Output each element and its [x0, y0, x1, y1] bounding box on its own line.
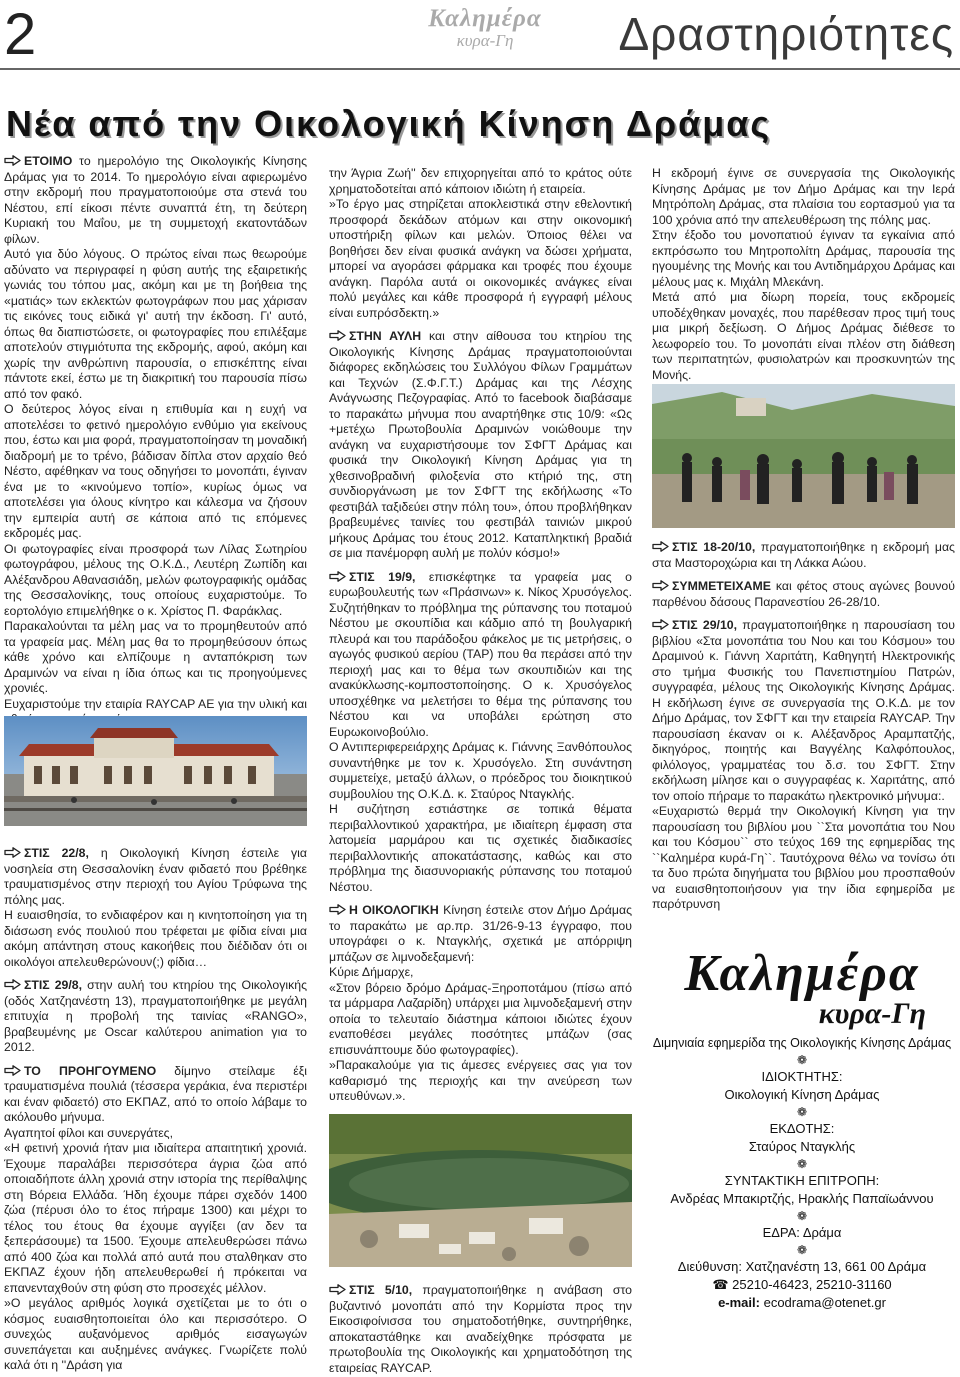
- phone-icon: ☎: [712, 1277, 733, 1292]
- page-number: 2: [4, 2, 37, 67]
- flower-bullet-icon: ❁: [796, 1243, 808, 1257]
- publisher-name: Σταύρος Νταγκλής: [748, 1139, 856, 1154]
- column-2: [329, 166, 632, 1105]
- article-mep-visit: [329, 570, 632, 741]
- header-logo-line2: κυρα-Γη: [456, 31, 514, 50]
- email-row: [652, 1294, 952, 1312]
- paragraph: πραγματοποιήθηκε η εκδρομή μας στα Μαστοροχώρια και τη Λάκκα Αώου.: [652, 540, 955, 570]
- lead-text: ΣΤΙΣ 18-20/10,: [672, 540, 756, 554]
- column-1-lower: [4, 846, 307, 1374]
- page-title: Νέα από την Οικολογική Κίνηση Δράμας: [6, 103, 772, 144]
- arrow-icon: [329, 904, 346, 915]
- flower-bullet-icon: ❁: [796, 1105, 808, 1119]
- monastery-group-photo: [652, 384, 955, 528]
- lead-text: ΣΤΙΣ 29/8,: [24, 978, 83, 992]
- paragraph: δίμηνο στείλαμε έξι τραυματισμένα πουλιά (τέσσερα γεράκια, ένα περιστέρι και έναν φιδαετό) στο ΕΚΠΑΖ, από το οποίο λάβαμε το ακόλουθο μήνυμα.: [4, 1063, 307, 1124]
- arrow-icon: [4, 155, 21, 166]
- arrow-icon: [4, 1065, 21, 1076]
- lead-text: ΣΤΙΣ 19/9,: [349, 569, 416, 584]
- section-title: Δραστηριότητες: [618, 8, 954, 60]
- lake-rubble-photo: [329, 1114, 632, 1267]
- editorial-label: ΣΥΝΤΑΚΤΙΚΗ ΕΠΙΤΡΟΠΗ:: [724, 1173, 880, 1188]
- masthead-subtitle: Διμηνιαία εφημερίδα της Οικολογικής Κίνησης Δράμας: [652, 1036, 952, 1050]
- paragraph: την Άγρια Ζωή'' δεν επιχορηγείται από το κράτος ούτε χρηματοδοτείται από κάποιον ιδιώτη ή εταιρεία.: [329, 166, 632, 196]
- arrow-icon: [329, 1284, 346, 1295]
- masthead: [652, 946, 952, 1366]
- article-book: [652, 618, 955, 804]
- paragraph: Κύριε Δήμαρχε,: [329, 965, 414, 979]
- paragraph: «Η φετινή χρονιά ήταν μια ιδιαίτερα απαιτητική χρονιά. Έχουμε παραλάβει περισσότερα άγρια ζώα από οποιαδήποτε άλλη χρονιά στην ιστορία της περίθαλψης στη Βόρεια Ελλάδα. Ήδη έχουμε πάρει σχεδόν 1400 ζώα (πέρυσι όλο το έτος πήραμε 1300) και μέχρι το τέλος του έτους θα έχουμε αγγίξει (αν δεν τα ξεπεράσουμε) τα 1500. Έχουμε απελευθερώσει πάνω από 400 ζώα και πολλά από αυτά που σταλθηκαν στο ΕΚΠΑΖ έχουν ήδη απελευθερωθεί ή πρόκειται να επανενταχθούν στη φύση στο προσεχές μέλλον.: [4, 1141, 307, 1295]
- train-station-photo: [4, 716, 307, 826]
- paragraph: πραγματοποιήθηκε η ανάβαση στο βυζαντινό μονοπάτι από την Κορμίστα προς την Εικοσιφοίνισσα του σηματοδοτήθηκε, συντηρήθηκε, αποκαταστάθηκε και αναδείχθηκε πρόσφατα με πρωτοβουλία της Οικολογικής και χρηματοδότηση της εταιρείας RAYCAP.: [329, 1283, 633, 1375]
- paragraph: Μετά από μια δίωρη πορεία, τους εκδρομείς υποδέχθηκαν μοναχές, που παρέθεσαν προς τιμή τους μια μικρή δεξίωση. Ο Δήμος Δράμας διέθεσε το λεωφορείο του. Το μονοπάτι είναι πλέον στη διάθεση των περιπατητών, φυσιολατρών και προσκυνητών της Μονής.: [652, 290, 955, 382]
- paragraph: Η συζήτηση εστιάστηκε σε τοπικά θέματα περιβαλλοντικού χαρακτήρα, με ιδιαίτερη έμφαση στα λατομεία μαρμάρου και τις σχετικές διαδικασίες περιβαλλοντικής αποκατάστασης, καθώς και στο πρόβλημα της διασυνοριακής ρύπανσης του ποταμού Νέστου.: [329, 802, 632, 894]
- masthead-logo-line1: Καλημέρα: [684, 945, 920, 1002]
- column-1: [4, 154, 307, 728]
- seat: ΕΔΡΑ: Δράμα: [762, 1225, 842, 1240]
- column-2-lower: [329, 1283, 632, 1376]
- masthead-logo-line2: κυρα-Γη: [818, 997, 926, 1030]
- paragraph: Κίνηση έστειλε στον Δήμο Δράμας το παρακάτω με αρ.πρ. 31/26-9-13 έγγραφο, που υπογράφει ο κ. Νταγκλής, σχετικά με απόρριψη μπάζων σε λιμνοδεξαμενή:: [329, 903, 632, 964]
- paragraph: πραγματοποιήθηκε η παρουσίαση του βιβλίου «Στα μονοπάτια του Νου και του Κόσμου» του Δραμινού κ. Γιάννη Χαριτάτη, Καθηγητή Ηλεκτρονικής στο τμήμα Φυσικής του Πανεπιστημίου Πατρών, συγγραφέα, μέλους της Οικολογικής Κίνησης Δράμας. Η εκδήλωση έγινε σε συνεργασία της Ο.Κ.Δ. με τον Δήμο Δράμας, τον ΣΦΓΤ και την εταιρεία RAYCAP. Την παρουσίαση έκαναν οι κ. Αλέξανδρος Αραμπατζής, δικηγόρος, ποιητής και Βαγγέλης Καλφόπουλος, φιλόλογος, γραμματέας του δ.σ. του ΣΦΓΤ. Στην εκδήλωση μίλησε και ο συγγραφέας κ. Χαριτάτης, από τον οποίο πήραμε το παρακάτω ηλεκτρονικό μήνυμα:.: [652, 618, 955, 803]
- lead-text: ΣΤΙΣ 22/8,: [24, 846, 89, 860]
- paragraph: Παρακαλούνται τα μέλη μας να το προμηθευτούν από τα γραφεία μας. Μέλη μας θα το προμηθεύσουν όπως κάθε χρόνο και ελπίζουμε η ανταπόκριση των Δραμινών να είναι η ίδια όπως και τις προηγούμενες χρονιές.: [4, 619, 307, 695]
- article-courtyard: [329, 329, 632, 562]
- flower-bullet-icon: ❁: [796, 1209, 808, 1223]
- paragraph: Ευχαριστούμε την εταιρία RAYCAP AE για την υλική και: [4, 696, 307, 711]
- header-logo-line1: Καλημέρα: [428, 5, 542, 32]
- paragraph: «Στον βόρειο δρόμο Δράμας-Ξηροποτάμου (πίσω από τα μάρμαρα Λαζαρίδη) υπάρχει μια λιμνοδεξαμενή στην οποία το τελευταίο διάστημα κάποιοι ιδιώτες έχουν εναποθέσει μεγάλες ποσότητες μπάζων (σας επισυνάπτουμε δύο φωτογραφίες).: [329, 980, 632, 1057]
- editorial-members: Ανδρέας Μπακιρτζής, Ηρακλής Παπαϊωάννου: [670, 1191, 934, 1206]
- header-logo: [405, 6, 565, 56]
- article-rubble: [329, 903, 632, 965]
- lead-text: ΣΤΙΣ 29/10,: [672, 618, 738, 632]
- paragraph: επισκέφτηκε τα γραφεία μας ο ευρωβουλευτής των «Πράσινων» κ. Νίκος Χρυσόγελος. Συζητήθηκαν το πρόβλημα της ρύπανσης του ποταμού Νέστου με σκουπίδια και κάδμιο από τη βουλγαρική πλευρά και του παράδοξου φάκελος με τις μετρήσεις, ο αγωγός φυσικού αερίου (TAP) που θα περάσει από την περιοχή μας και το θέμα των σκουπιδιών και της ανακύκλωσης-κομποστοποίησης. Ο κ. Χρυσόγελος υποσχέθηκε να μελετήσει το θέμα της ρύπανσης του Νέστου και να υποβάλει ερώτηση στο Ευρωκοινοβούλιο.: [329, 569, 633, 739]
- phones: 25210-46423, 25210-31160: [732, 1277, 892, 1292]
- paragraph: Στην έξοδο του μονοπατιού έγιναν τα εγκαίνια από εκπρόσωπο του Μητροπολίτη Δράμας, παρουσία της ηγουμένης της Μονής και του Αντιδημάρχου Δράμας και μέλους μας κ. Μιχάλη Μλεκάνη.: [652, 228, 955, 289]
- lead-text: ΕΤΟΙΜΟ: [24, 154, 73, 168]
- publisher-label: ΕΚΔΟΤΗΣ:: [769, 1121, 835, 1136]
- flower-bullet-icon: ❁: [796, 1157, 808, 1171]
- paragraph: Αγαπητοί φίλοι και συνεργάτες,: [4, 1125, 174, 1140]
- paragraph: Η εκδρομή έγινε σε συνεργασία της Οικολογικής Κίνησης Δράμας με τον Δήμο Δράμας και την Ιερά Μητρόπολη Δράμας, στα πλαίσια του εορτασμού για τα 100 χρόνια από την απελευθέρωση της πόλης μας.: [652, 166, 955, 227]
- paragraph: το ημερολόγιο της Οικολογικής Κίνησης Δράμας για το 2014. Το ημερολόγιο είναι αφιερωμένο στην εκδρομή που πραγματοποιούμε στα στενά του Νέστου, επί είκοσι πέντε συναπτά έτη, τη δεύτερη Κυριακή του Μαΐου, με τη συμμετοχή εκατοντάδων φίλων.: [4, 154, 307, 246]
- paragraph: «Ευχαριστώ θερμά την Οικολογική Κίνηση για την παρουσίαση του βιβλίου μου ``Στα μονοπάτια του Νου και του Κόσμου`` στο τεύχος 169 της εφημερίδας της ``Καλημέρα κυρά-Γη``. Ταυτόχρονα θέλω να τονίσω ότι τα δυο πρώτα διηγήματα του βιβλίου μου προσπαθούν να ευαισθητοποιήσουν για την ίδια εφημερίδα με παρότρυνση: [652, 804, 955, 911]
- article-trail: [329, 1283, 632, 1376]
- article-race: [652, 579, 955, 610]
- paragraph: Ο Αντιπεριφερειάρχης Δράμας κ. Γιάννης Ξανθόπουλος συναντήθηκε με τον κ. Χρυσόγελο. Στη συνάντηση συμμετείχε, μεταξύ άλλων, ο πρόεδρος του διοικητικού συμβουλίου της Ο.Κ.Δ. κ. Σταύρος Νταγκλής.: [329, 740, 632, 801]
- masthead-logo: [652, 945, 952, 1030]
- column-3-lower: [652, 540, 955, 913]
- article-excursion: [652, 540, 955, 571]
- paragraph: »Το έργο μας στηρίζεται αποκλειστικά στην εθελοντική προσφορά δεκάδων ατόμων και στην οικονομική υποστήριξη φίλων και μελών. Όποιος θέλει να βοηθήσει δεν είναι φυσικά ανάγκη να δώσει χρήματα, μπορεί να αγοράσει φάρμακα και τροφές που έχουμε ανάγκη. Παρόλα αυτά οι οικονομικές ανάγκες είναι πολύ μεγάλες και κάθε προσφορά ή εγγραφή μέλους είναι ευπρόσδεκτη.»: [329, 197, 632, 320]
- arrow-icon: [652, 580, 669, 591]
- paragraph: και φέτος στους αγώνες βουνού παρθένου δάσους Παρανεστίου 26-28/10.: [652, 579, 955, 609]
- article-rango: [4, 978, 307, 1056]
- paragraph: Η ευαισθησία, το ενδιαφέρον και η κινητοποίηση για τη διάσωση ενός πουλιού που τρέφεται με φίδια είναι μια ακόμη απάντηση στους κακοήθεις που διέδιδαν ότι οι οικολόγοι απελευθερώνουν(;) φίδια…: [4, 908, 307, 969]
- lead-text: ΣΤΙΣ 5/10,: [349, 1283, 413, 1297]
- arrow-icon: [329, 330, 346, 341]
- arrow-icon: [4, 847, 21, 858]
- lead-text: ΣΥΜΜΕΤΕΙΧΑΜΕ: [672, 579, 771, 593]
- article-eagle: [4, 846, 307, 908]
- column-3: [652, 166, 955, 383]
- header-divider: [0, 68, 960, 70]
- lead-text: ΣΤΗΝ ΑΥΛΗ: [349, 329, 422, 343]
- paragraph: Ο δεύτερος λόγος είναι η επιθυμία και η ευχή να αποτελέσει το φετινό ημερολόγιο ενθύμιο για εκείνους που, έστω και μια φορά, πραγματοποίησαν τη μοναδική διαδρομή με το τρένο, βάδισαν δίπλα στον αρχαίο θεό Νέστο, αφέθηκαν να τους οδηγήσει το μονοπάτι, έγιναν ένα με το «κινούμενο τοπίο», κυρίως όμως να αποτελέσει για όλους κίνητρο και κάλεσμα να ζήσουν την εμπειρία αυτή σε κάποια από τις επόμενες εκδρομές μας.: [4, 402, 307, 540]
- paragraph: »Παρακαλούμε για τις άμεσες ενέργειες σας για τον καθαρισμό της περιοχής και την ανεύρεση των υπευθύνων.».: [329, 1058, 632, 1103]
- owner-name: Οικολογική Κίνηση Δράμας: [724, 1087, 880, 1102]
- owner-label: ΙΔΙΟΚΤΗΤΗΣ:: [761, 1069, 843, 1084]
- paragraph: Οι φωτογραφίες είναι προσφορά των Λίλας Σωτηρίου φωτογράφου, μέλους της Ο.Κ.Δ., Λευτέρη Ζωπίδη και Αλέξανδρου Αθανασιάδη, μελών φωτογραφικής ομάδας της Θεσσαλονίκης, τους οποίους ευχαριστούμε. Το εορτολόγιο επιμελήθηκε ο κ. Χρίστος Π. Φαράκλας.: [4, 541, 307, 618]
- arrow-icon: [652, 541, 669, 552]
- arrow-icon: [4, 979, 21, 990]
- phones-row: [652, 1276, 952, 1294]
- paragraph: »Ο μεγάλος αριθμός λογικά σχετίζεται με το ότι ο κόσμος ευαισθητοποιείται όλο και περισσότερο. Ο συνεχώς αυξανόμενος αριθμός εισαγωγών συνεπάγεται και αυξημένες ανάγκες. Γνωρίζετε πολύ καλά ότι η ''Δράση για: [4, 1296, 307, 1372]
- email-label: e-mail:: [718, 1295, 760, 1310]
- arrow-icon: [329, 571, 346, 582]
- paragraph: και στην αίθουσα του κτηρίου της Οικολογικής Κίνησης Δράμας πραγματοποιούνται διάφορες εκδηλώσεις του Συλλόγου Φίλων Γραμμάτων και Τεχνών (Σ.Φ.Γ.Τ.) Δράμας και της Λέσχης Ανάγνωσης Πεζογραφίας. Από το facebook διαβάσαμε το παρακάτω μήνυμα που αναρτήθηκε στις 10/9: «Ως +μετέχω Πρωτοβουλία Δραμινών νοιώθουμε την ανάγκη να ευχαριστήσουμε τον ΣΦΓΤ Δράμας και φυσικά την Οικολογική Κίνηση Δράμας για τη χθεσινοβραδινή φιλοξενία στο κτήριό της, στη συνδιοργάνωση με τον ΣΦΓΤ της εκδήλωσης «Το φεστιβάλ ταξιδεύει στην πόλη του», όπου προβλήθηκαν βραβευμένες ταινίες του φεστιβάλ ταινιών μικρού μήκους Δράμας του έτους 2012. Καταπληκτική βραδιά σε μια πανέμορφη αυλή με πολύν κόσμο!»: [329, 329, 632, 560]
- paragraph: Αυτό για δύο λόγους. Ο πρώτος είναι πως θεωρούμε αδύνατο να περιγραφεί η φύση αυτής της εξαιρετικής γωνιάς του τόπου μας, ακόμη και με τη βοήθεια της «ματιάς» των εκλεκτών φωτογράφων που μας χάρισαν τις εικόνες τους ειδικά γι' αυτή την έκδοση. Γι' αυτό, όπως θα διαπιστώσετε, οι φωτογραφίες που επιλέξαμε απoτελούν στιγμιότυπα της εκδρομής, αφού, ακόμη και χωρίς την ανθρώπινη παρουσία, ο επισκέπτης είναι πάντοτε εκεί, έστω με τη διακριτική του παρουσία πίσω από τον φακό.: [4, 247, 307, 401]
- article-birds: [4, 1064, 307, 1126]
- lead-text: Η ΟΙΚΟΛΟΓΙΚΗ: [349, 903, 439, 917]
- article-calendar: [4, 154, 307, 247]
- arrow-icon: [652, 619, 669, 630]
- email-link[interactable]: ecodrama@otenet.gr: [763, 1295, 886, 1310]
- lead-text: ΤΟ ΠΡΟΗΓΟΥΜΕΝΟ: [24, 1063, 157, 1078]
- address: Διεύθυνση: Χατζηανέστη 13, 661 00 Δράμα: [677, 1259, 927, 1274]
- paragraph: η Οικολογική Κίνηση έστειλε για νοσηλεία στη Θεσσαλονίκη έναν φιδαετό που βρέθηκε τραυματισμένος στην περιοχή του Αγίου Τρύφωνα της πόλης μας.: [4, 846, 308, 907]
- paragraph: στην αυλή του κτηρίου της Οικολογικής (οδός Χατζηανέστη 13), πραγματοποιήθηκε με μεγάλη επιτυχία η προβολή της ταινίας «RANGO», βραβευμένης με Oscar καλύτερου animation για το 2012.: [4, 978, 308, 1054]
- flower-bullet-icon: ❁: [796, 1053, 808, 1067]
